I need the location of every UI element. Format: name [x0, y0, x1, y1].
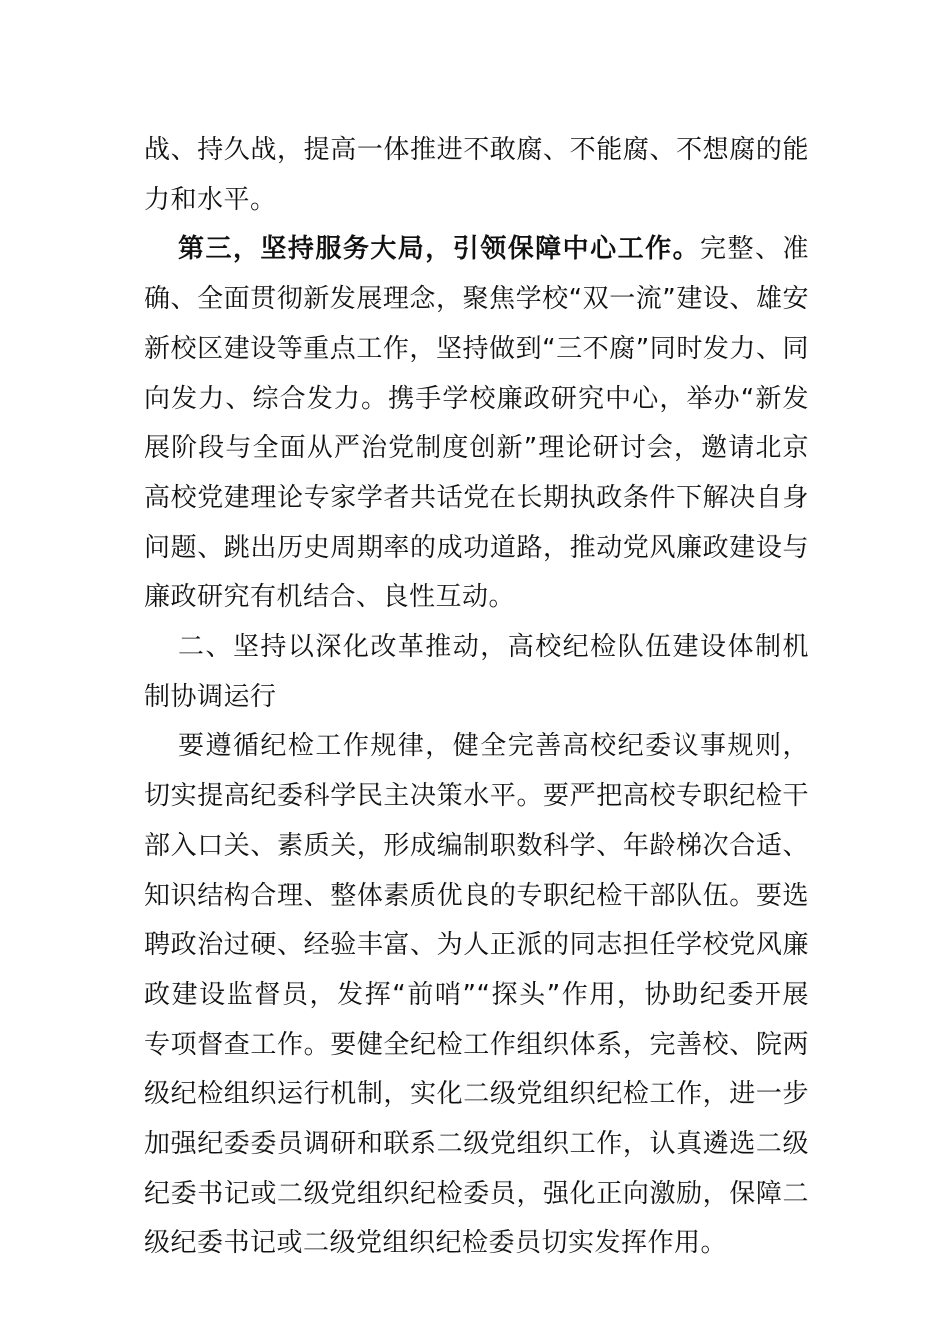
document-body	[144, 126, 809, 1269]
paragraph-continuation	[144, 126, 809, 225]
paragraph-body	[144, 722, 809, 1269]
section-heading-text: 二、坚持以深化改革推动，高校纪检队伍建设体制机制协调运行	[144, 632, 809, 712]
paragraph-bold-lead: 第三，坚持服务大局，引领保障中心工作。	[178, 234, 701, 265]
section-heading	[144, 623, 809, 722]
paragraph-text: 战、持久战，提高一体推进不敢腐、不能腐、不想腐的能力和水平。	[144, 135, 809, 215]
paragraph-text: 要遵循纪检工作规律，健全完善高校纪委议事规则，切实提高纪委科学民主决策水平。要严把高校专职纪检干部入口关、素质关，形成编制职数科学、年龄梯次合适、知识结构合理、整体素质优良的专职纪检干部队伍。要选聘政治过硬、经验丰富、为人正派的同志担任学校党风廉政建设监督员，发挥“前哨”“探头”作用，协助纪委开展专项督查工作。要健全纪检工作组织体系，完善校、院两级纪检组织运行机制，实化二级党组织纪检工作，进一步加强纪委委员调研和联系二级党组织工作，认真遴选二级纪委书记或二级党组织纪检委员，强化正向激励，保障二级纪委书记或二级党组织纪检委员切实发挥作用。	[144, 731, 809, 1259]
paragraph-third-point	[144, 225, 809, 623]
paragraph-text: 完整、准确、全面贯彻新发展理念，聚焦学校“双一流”建设、雄安新校区建设等重点工作，坚持做到“三不腐”同时发力、同向发力、综合发力。携手学校廉政研究中心，举办“新发展阶段与全面从严治党制度创新”理论研讨会，邀请北京高校党建理论专家学者共话党在长期执政条件下解决自身问题、跳出历史周期率的成功道路，推动党风廉政建设与廉政研究有机结合、良性互动。	[144, 234, 809, 613]
